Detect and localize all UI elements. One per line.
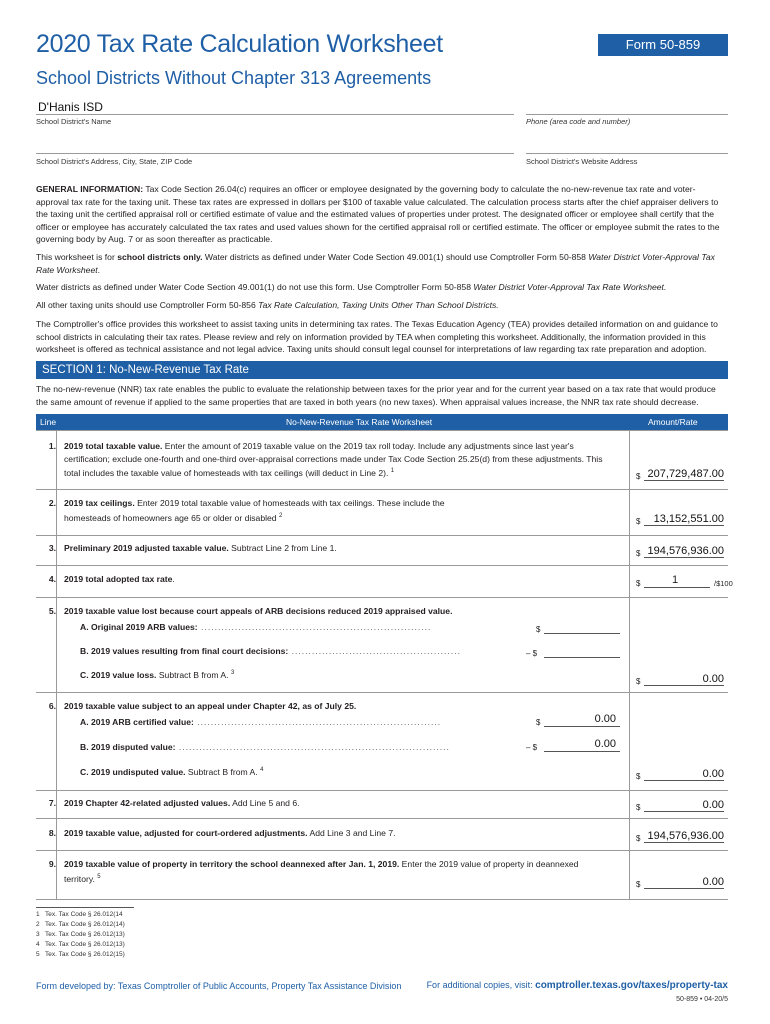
general-information [36, 183, 728, 246]
general-lead: GENERAL INFORMATION: [36, 184, 144, 194]
table-row [36, 597, 728, 693]
para-school-only: This worksheet is for school districts only. Water districts as defined under Water Code Section 49.001(1) should use Comptroller Form 50-858 Water District Voter-Approval Tax Rate Worksheet. [36, 252, 715, 275]
col-line: Line [40, 417, 57, 427]
line-number: 1. [48, 441, 56, 451]
line-4-rate-field[interactable]: $ 1 /$100 [636, 574, 733, 588]
address-label: School District's Address, City, State, ZIP Code [36, 157, 193, 166]
row-text: 2019 Chapter 42-related adjusted values. Add Line 5 and 6. [64, 798, 300, 808]
para-water-districts [36, 281, 728, 294]
col-title: No-New-Revenue Tax Rate Worksheet [286, 417, 433, 427]
footnote: 2 Tex. Tax Code § 26.012(14) [36, 921, 125, 928]
phone-label: Phone (area code and number) [526, 117, 631, 126]
row-text: 2019 taxable value subject to an appeal under Chapter 42, as of July 25. [64, 701, 357, 711]
line-7-amount-field[interactable]: $ 0.00 [636, 799, 724, 812]
page-subtitle: School Districts Without Chapter 313 Agreements [36, 68, 432, 88]
table-row [36, 535, 728, 566]
table-row [36, 818, 728, 851]
line-number: 6. [48, 701, 56, 711]
form-number-badge: Form 50-859 [598, 34, 728, 56]
p2-d: Water District Voter-Approval Tax Rate Worksheet [36, 252, 715, 275]
row-text: Preliminary 2019 adjusted taxable value. Subtract Line 2 from Line 1. [64, 543, 337, 553]
row-text: 2019 total taxable value. Enter the amount of 2019 taxable value on the 2019 tax roll today. Include any adjustments since last year's certification; exclude one-fourth and one-third over-appraisal corrections made under Tax Code Section 25.25(d) from these adjustments. This total includes the taxable value of homesteads with tax ceilings (will deduct in Line 2). $^1$ [64, 441, 603, 478]
section-1-intro: The no-new-revenue (NNR) tax rate enables the public to evaluate the relationship between taxes for the prior year and for the current year based on a tax rate that would produce the same amount of revenue if applied to the same properties that are taxed in both years (no new taxes). When appraisal values increase, the NNR tax rate should decrease. [36, 384, 716, 407]
phone-line[interactable] [526, 114, 728, 115]
footnote: 5 Tex. Tax Code § 26.012(15) [36, 951, 125, 958]
line-5a-label: A. Original 2019 ARB values: .................................................................... [80, 622, 432, 632]
line-6a-field[interactable]: $ 0.00 [536, 713, 620, 727]
p2-c: Water districts as defined under Water Code Section 49.001(1) should use Comptroller Form 50-858 [204, 252, 586, 262]
row-text: 2019 taxable value of property in territory the school deannexed after Jan. 1, 2019. Enter the 2019 value of property in deannexed territory. $^5$ [64, 859, 579, 884]
p4-a: All other taxing units should use Comptroller Form 50-856 [36, 300, 256, 310]
p3-a: Water districts as defined under Water Code Section 49.001(1) do not use this form. Use Comptroller Form 50-858 [36, 282, 471, 292]
row-text: 2019 taxable value, adjusted for court-ordered adjustments. Add Line 3 and Line 7. [64, 828, 396, 838]
district-name-value[interactable]: D'Hanis ISD [38, 100, 103, 114]
district-name-line [36, 114, 514, 115]
line-number: 9. [48, 859, 56, 869]
line-number: 3. [48, 543, 56, 553]
table-row [36, 430, 728, 490]
section-1-header: SECTION 1: No-New-Revenue Tax Rate [36, 361, 728, 379]
footer-code: 50-859 • 04-20/5 [676, 996, 728, 1003]
line-6c-label: C. 2019 undisputed value. Subtract B from A. $^4$ [80, 767, 264, 777]
address-line[interactable] [36, 153, 514, 154]
footer-right: For additional copies, visit: comptroller.texas.gov/taxes/property-tax [426, 980, 728, 991]
line-number: 8. [48, 828, 56, 838]
row-text: 2019 total adopted tax rate. [64, 574, 175, 584]
line-5c-label: C. 2019 value loss. Subtract B from A. $^3$ [80, 670, 235, 680]
row-text: 2019 taxable value lost because court appeals of ARB decisions reduced 2019 appraised value. [64, 606, 453, 616]
footnote: 1 Tex. Tax Code § 26.012(14 [36, 911, 123, 918]
general-text: Tax Code Section 26.04(c) requires an officer or employee designated by the governing body to calculate the no-new-revenue tax rate and voter-approval tax rate for the taxing unit. These tax rates are expressed in dollars per $100 of taxable value calculated. The calculation process starts after the chief appraiser delivers to the taxing unit the certified appraisal roll or certified estimate of value and the estimated values of properties under protest. The designated officer or employee shall certify that the officer or employee has accurately calculated the tax rates and used values shown for the certified appraisal roll or certified estimate. The officer or employee submit the rates to the governing body by Aug. 7 or as soon thereafter as practicable. [36, 184, 720, 244]
line-number: 4. [48, 574, 56, 584]
line-5b-label: B. 2019 values resulting from final court decisions: .................................................. [80, 646, 461, 656]
line-5c-amount-field[interactable]: $ 0.00 [636, 673, 724, 686]
district-name-label: School District's Name [36, 117, 112, 126]
footnote-rule [36, 907, 134, 908]
footer-left: Form developed by: Texas Comptroller of Public Accounts, Property Tax Assistance Division [36, 981, 402, 991]
line-1-amount-field[interactable]: $ 207,729,487.00 [636, 468, 724, 481]
website-label: School District's Website Address [526, 157, 638, 166]
table-row [36, 850, 728, 900]
line-number: 2. [48, 498, 56, 508]
table-row [36, 489, 728, 536]
footnote: 4 Tex. Tax Code § 26.012(13) [36, 941, 125, 948]
line-number: 7. [48, 798, 56, 808]
table-header [36, 414, 728, 430]
row-text: 2019 tax ceilings. Enter 2019 total taxable value of homesteads with tax ceilings. These include the homesteads of homeowners age 65 or older or disabled $^2$ [64, 498, 445, 523]
table-row [36, 565, 733, 598]
line-6b-label: B. 2019 disputed value: ................................................................................ [80, 742, 450, 752]
col-amount: Amount/Rate [648, 417, 698, 427]
line-8-amount-field[interactable]: $ 194,576,936.00 [636, 830, 724, 843]
website-line[interactable] [526, 153, 728, 154]
table-row [36, 790, 728, 819]
line-number: 5. [48, 606, 56, 616]
footnote: 3 Tex. Tax Code § 26.012(13) [36, 931, 125, 938]
para-comptroller: The Comptroller's office provides this worksheet to assist taxing units in determining tax rates. The Texas Education Agency (TEA) provides detailed information on and guidance to school districts in calculating their tax rates. Please review and rely on information provided by TEA when completing this worksheet. Additionally, the information provided in this worksheet is offered as technical assistance and not legal advice. Taxing units should consult legal counsel for interpretations of law regarding tax rate preparation and adoption. [36, 319, 718, 354]
p2-b: school districts only. [117, 252, 203, 262]
p4-b: Tax Rate Calculation, Taxing Units Other Than School Districts. [258, 300, 499, 310]
line-6a-label: A. 2019 ARB certified value: ........................................................................ [80, 717, 442, 727]
footer-link[interactable]: comptroller.texas.gov/taxes/property-tax [535, 980, 728, 991]
p3-b: Water District Voter-Approval Tax Rate Worksheet. [473, 282, 667, 292]
line-3-amount-field[interactable]: $ 194,576,936.00 [636, 545, 724, 558]
p2-a: This worksheet is for [36, 252, 115, 262]
line-5b-field[interactable]: – $ [536, 644, 620, 658]
line-6c-amount-field[interactable]: $ 0.00 [636, 768, 724, 781]
line-6b-field[interactable]: – $ 0.00 [536, 738, 620, 752]
table-row [36, 692, 728, 791]
line-2-amount-field[interactable]: $ 13,152,551.00 [636, 513, 724, 526]
line-9-amount-field[interactable]: $ 0.00 [636, 876, 724, 889]
line-5a-field[interactable]: $ [536, 620, 620, 634]
page-title: 2020 Tax Rate Calculation Worksheet [36, 30, 443, 58]
para-other-units [36, 299, 728, 312]
